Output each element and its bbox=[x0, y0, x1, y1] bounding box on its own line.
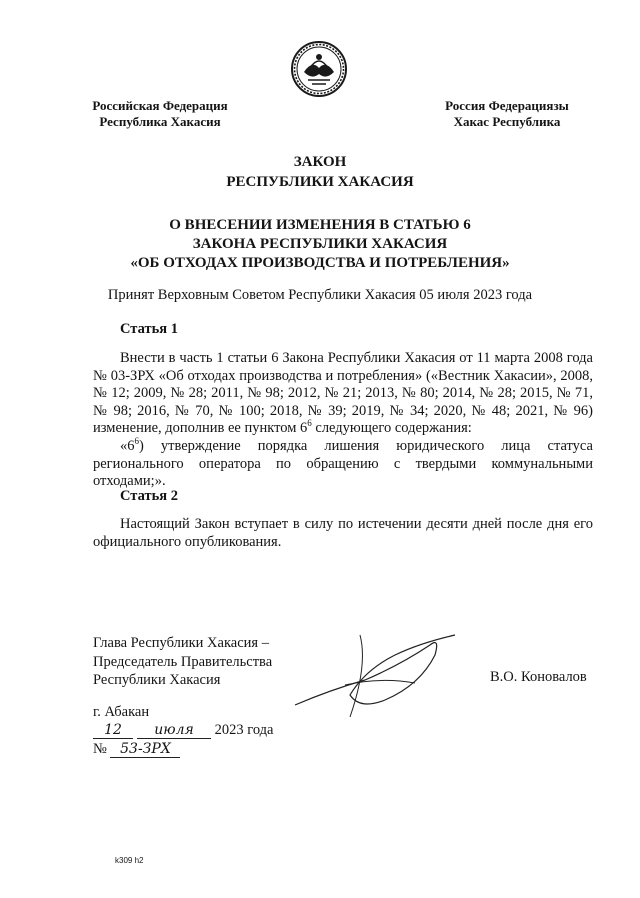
signatory-title-line2: Председатель Правительства bbox=[93, 653, 273, 670]
article1-quote-open: «6 bbox=[120, 438, 135, 454]
article1-text: Внести в часть 1 статьи 6 Закона Республики Хакасия от 11 марта 2008 года № 03-ЗРХ «Об отходах производства и потребления» («Вестник Хакасии», 2008, № 12; 2009, № 28; 2011, № 98; 2012, № 21; 2013, № 80; 2014, № 28; 2015, № 71, № 98; 2016, № 70, № 100; 2018, № 39; 2019, № 34; 2020, № 48; 2021, № 96) изменение, дополнив ее пунктом 6 bbox=[93, 350, 593, 436]
signatory-name: В.О. Коновалов bbox=[490, 669, 587, 685]
article1-quote-text: ) утверждение порядка лишения юридического лица статуса регионального оператора по обращению с твердыми коммунальными отходами;». bbox=[93, 438, 593, 489]
adoption-statement: Принят Верховным Советом Республики Хакасия 05 июля 2023 года bbox=[107, 287, 533, 303]
article2-paragraph: Настоящий Закон вступает в силу по истечении десяти дней после дня его официального опубликования. bbox=[93, 516, 593, 550]
header-left-country: Российская Федерация bbox=[92, 98, 228, 113]
place-city: г. Абакан bbox=[93, 704, 150, 720]
signatory-title-line3: Республики Хакасия bbox=[93, 672, 221, 688]
article2-heading: Статья 2 bbox=[120, 488, 178, 504]
article1-quote-sup: 6 bbox=[134, 436, 139, 447]
number-handwritten: 53-ЗРХ bbox=[110, 741, 180, 758]
title-subject-line2: ЗАКОНА РЕСПУБЛИКИ ХАКАСИЯ bbox=[192, 236, 448, 252]
date-line bbox=[93, 722, 273, 739]
header-left bbox=[88, 98, 232, 130]
coat-of-arms-emblem bbox=[290, 40, 348, 98]
title-republic: РЕСПУБЛИКИ ХАКАСИЯ bbox=[226, 174, 414, 190]
header-right bbox=[440, 98, 574, 130]
title-subject-line1: О ВНЕСЕНИИ ИЗМЕНЕНИЯ В СТАТЬЮ 6 bbox=[169, 217, 471, 233]
date-day-handwritten: 12 bbox=[93, 722, 133, 739]
footer-code: k309 h2 bbox=[115, 856, 144, 865]
article1-paragraph2 bbox=[93, 438, 593, 491]
article1-paragraph1 bbox=[93, 350, 593, 438]
header-left-republic: Республика Хакасия bbox=[99, 114, 221, 129]
handwritten-signature bbox=[290, 625, 470, 720]
title-law: ЗАКОН bbox=[293, 154, 347, 170]
date-year: 2023 года bbox=[214, 722, 274, 738]
article1-tail: следующего содержания: bbox=[311, 420, 472, 436]
header-right-country: Россия Федерациязы bbox=[445, 98, 569, 113]
number-line bbox=[93, 741, 180, 758]
title-subject-line3: «ОБ ОТХОДАХ ПРОИЗВОДСТВА И ПОТРЕБЛЕНИЯ» bbox=[130, 255, 510, 271]
header-right-republic: Хакас Республика bbox=[453, 114, 561, 129]
article1-sup: 6 bbox=[307, 418, 312, 429]
signatory-title-line1: Глава Республики Хакасия – bbox=[93, 635, 269, 651]
article1-heading: Статья 1 bbox=[120, 321, 178, 337]
date-month-handwritten: июля bbox=[137, 722, 211, 739]
number-prefix: № bbox=[93, 741, 107, 757]
